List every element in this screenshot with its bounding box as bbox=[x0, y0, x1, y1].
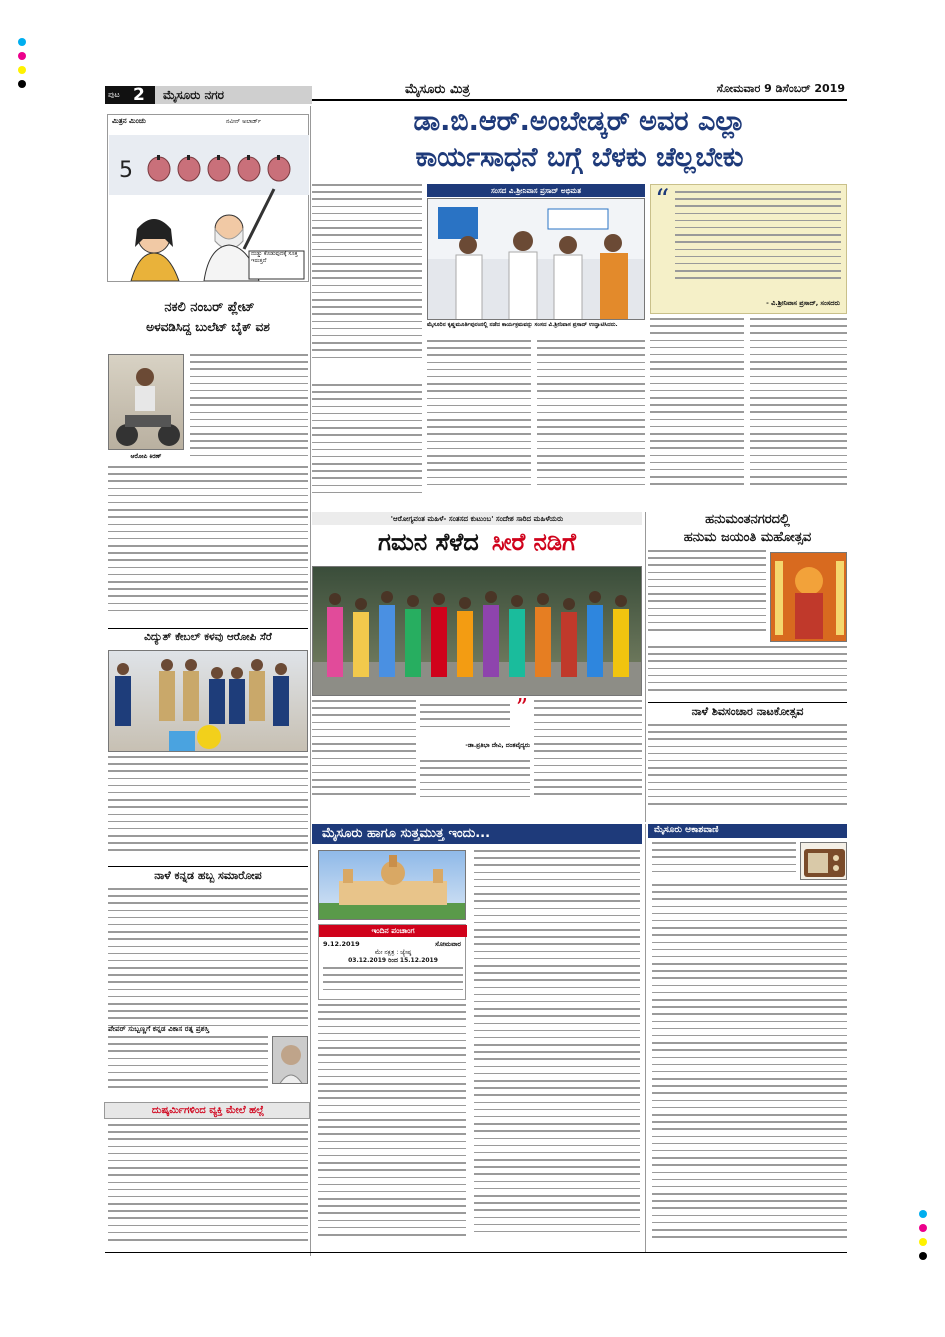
accused-photo bbox=[108, 354, 184, 450]
registration-mark bbox=[18, 66, 26, 74]
registration-mark bbox=[919, 1252, 927, 1260]
quote-text bbox=[675, 191, 841, 291]
section-title: ಮೈಸೂರು ನಗರ bbox=[163, 88, 225, 102]
saree-quote-attribution: -ಡಾ.ಪ್ರತಿಭಾ ದೇವಿ, ದಂತವೈದ್ಯರು bbox=[465, 742, 530, 749]
text-column bbox=[652, 842, 796, 882]
fest-subhead: ಪೇಪರ್ ಸುಬ್ಬಣ್ಣಗೆ ಕನ್ನಡ ವಿಕಾಸ ರತ್ನ ಪ್ರಶಸ್ತಿ bbox=[108, 1024, 210, 1033]
text-column bbox=[108, 466, 308, 622]
cartoon-title: ಮಿತ್ರನ ಮಿಂಚು bbox=[112, 117, 146, 125]
saree-headline bbox=[312, 528, 642, 564]
text-column bbox=[108, 888, 308, 1036]
today-title: ಮೈಸೂರು ಹಾಗೂ ಸುತ್ತಮುತ್ತ ಇಂದು... bbox=[322, 826, 491, 841]
text-column bbox=[537, 340, 645, 505]
page-number: 2 bbox=[133, 85, 145, 105]
lead-line2: ಕಾರ್ಯಸಾಧನೆ ಬಗ್ಗೆ ಬೆಳಕು ಚೆಲ್ಲಬೇಕು bbox=[415, 142, 744, 173]
saree-photo bbox=[312, 566, 642, 696]
lead-photo-caption: ಮೈಸೂರಿನ ಕೃಷ್ಣಮೂರ್ತಿಪುರಂನಲ್ಲಿ ನಡೆದ ಕಾರ್ಯಕ್ರಮವನ್ನು ಸಂಸದ ವಿ.ಶ್ರೀನಿವಾಸ ಪ್ರಸಾದ್ ಉದ್ಘಾಟಿಸಿದರು. bbox=[427, 322, 618, 328]
text-column bbox=[650, 318, 744, 506]
quote-attribution: - ವಿ.ಶ್ರೀನಿವಾಸ ಪ್ರಸಾದ್, ಸಂಸದರು bbox=[766, 299, 840, 307]
text-column bbox=[190, 354, 308, 464]
text-column bbox=[648, 646, 847, 698]
plate-head2: ಅಳವಡಿಸಿದ್ದ ಬುಲೆಟ್ ಬೈಕ್ ವಶ bbox=[146, 320, 270, 334]
quote-mark-icon: ” bbox=[515, 694, 528, 722]
text-column bbox=[648, 550, 766, 642]
cable-photo bbox=[108, 650, 308, 752]
cable-head: ವಿದ್ಯುತ್ ಕೇಬಲ್ ಕಳವು ಆರೋಪಿ ಸೆರೆ bbox=[108, 628, 308, 644]
newspaper-name: ಮೈಸೂರು ಮಿತ್ರ bbox=[405, 82, 470, 97]
panchang-date: 9.12.2019 bbox=[323, 940, 360, 948]
hanuman-photo bbox=[770, 552, 847, 642]
text-column bbox=[108, 756, 308, 860]
registration-mark bbox=[18, 80, 26, 88]
column-rule bbox=[645, 512, 646, 822]
registration-mark bbox=[919, 1238, 927, 1246]
hanuma-head2: ಹನುಮ ಜಯಂತಿ ಮಹೋತ್ಸವ bbox=[683, 530, 812, 545]
cartoon-speech: ದುಡ್ಡು ಕೊಡುವುದಕ್ಕೆ ಸೂಕ್ತ ಇರುತ್ತದೆ bbox=[251, 251, 298, 264]
panchang-day: ಸೋಮವಾರ bbox=[435, 940, 461, 948]
column-rule bbox=[645, 824, 646, 1252]
attack-head: ದುಷ್ಕರ್ಮಿಗಳಿಂದ ವ್ಯಕ್ತಿ ಮೇಲೆ ಹಲ್ಲೆ bbox=[151, 1105, 265, 1116]
page-label: ಪುಟ bbox=[108, 90, 120, 99]
today-header bbox=[312, 824, 642, 844]
hanuma-head1: ಹನುಮಂತನಗರದಲ್ಲಿ bbox=[705, 512, 790, 527]
text-column bbox=[312, 384, 422, 504]
palace-photo bbox=[318, 850, 466, 920]
quote-mark-icon: “ bbox=[655, 183, 670, 216]
drama-head: ನಾಳೆ ಶಿವಸಂಚಾರ ನಾಟಕೋತ್ಸವ bbox=[648, 702, 847, 719]
cartoon-box bbox=[107, 114, 309, 282]
radio-title: ಮೈಸೂರು ಆಕಾಶವಾಣಿ bbox=[654, 825, 719, 835]
text-column bbox=[427, 340, 531, 505]
text-column bbox=[648, 724, 847, 816]
text-column bbox=[750, 318, 847, 506]
plate-head1: ನಕಲಿ ನಂಬರ್ ಪ್ಲೇಟ್ bbox=[164, 300, 255, 315]
section-bar bbox=[155, 86, 312, 104]
lead-photo-strip-text: ಸಂಸದ ವಿ.ಶ್ರೀನಿವಾಸ ಪ್ರಸಾದ್ ಅಭಿಮತ bbox=[490, 186, 582, 195]
text-column bbox=[420, 760, 530, 810]
registration-mark bbox=[919, 1224, 927, 1232]
saree-kicker: 'ಆರೋಗ್ಯವಂತ ಮಹಿಳೆ- ಸಂತಸದ ಕುಟುಂಬ' ಸಂದೇಶ ಸಾರಿದ ಮಹಿಳೆಯರು bbox=[312, 512, 642, 525]
attack-head-bar bbox=[104, 1102, 310, 1119]
text-column bbox=[474, 850, 640, 1248]
saree-quote-box bbox=[420, 694, 530, 756]
panchang-nakshatra: ಮೇ ನಕ್ಷತ್ರ : ಜ್ಯೇಷ್ಠ bbox=[374, 949, 412, 956]
text-column bbox=[108, 1036, 268, 1098]
panchang-text bbox=[323, 967, 463, 999]
lead-headline bbox=[312, 106, 847, 178]
text-column bbox=[652, 884, 847, 1248]
accused-caption: ಆರೋಪಿ ಕಿರಣ್ bbox=[130, 453, 162, 460]
registration-mark bbox=[18, 52, 26, 60]
text-column bbox=[318, 1004, 466, 1248]
column-rule bbox=[310, 106, 311, 1256]
panchang-box bbox=[318, 924, 466, 1000]
radio-set-photo bbox=[800, 842, 847, 880]
registration-mark bbox=[18, 38, 26, 46]
radio-header bbox=[648, 824, 847, 838]
saree-head-b: ಸೀರೆ ನಡಿಗೆ bbox=[491, 528, 576, 556]
fest-head: ನಾಳೆ ಕನ್ನಡ ಹಬ್ಬ ಸಮಾರೋಪ bbox=[108, 866, 308, 883]
text-column bbox=[108, 1124, 308, 1250]
text-column bbox=[312, 700, 416, 810]
panchang-range: 03.12.2019 ರಿಂದ 15.12.2019 bbox=[348, 957, 438, 964]
footer-rule bbox=[105, 1252, 847, 1253]
lead-photo-strip bbox=[427, 184, 645, 197]
text-column bbox=[312, 184, 422, 374]
lead-photo bbox=[427, 198, 645, 320]
page-badge bbox=[105, 86, 155, 104]
lead-quote-box bbox=[650, 184, 847, 314]
saree-head-a: ಗಮನ ಸೆಳೆದ bbox=[378, 528, 479, 556]
registration-mark bbox=[919, 1210, 927, 1218]
cartoon-artist: ನವೀನ್ ಅಲಾರ್ಡ್ bbox=[226, 118, 261, 125]
panchang-title: ಇಂದಿನ ಪಂಚಾಂಗ bbox=[319, 925, 467, 937]
text-column bbox=[534, 700, 642, 810]
lead-line1: ಡಾ.ಬಿ.ಆರ್.ಅಂಬೇಡ್ಕರ್ ಅವರ ಎಲ್ಲಾ bbox=[413, 106, 746, 137]
award-photo bbox=[272, 1036, 308, 1084]
cartoon-number: 5 bbox=[119, 158, 133, 183]
issue-date: ಸೋಮವಾರ 9 ಡಿಸೆಂಬರ್ 2019 bbox=[716, 82, 845, 95]
quote-text bbox=[420, 704, 510, 738]
